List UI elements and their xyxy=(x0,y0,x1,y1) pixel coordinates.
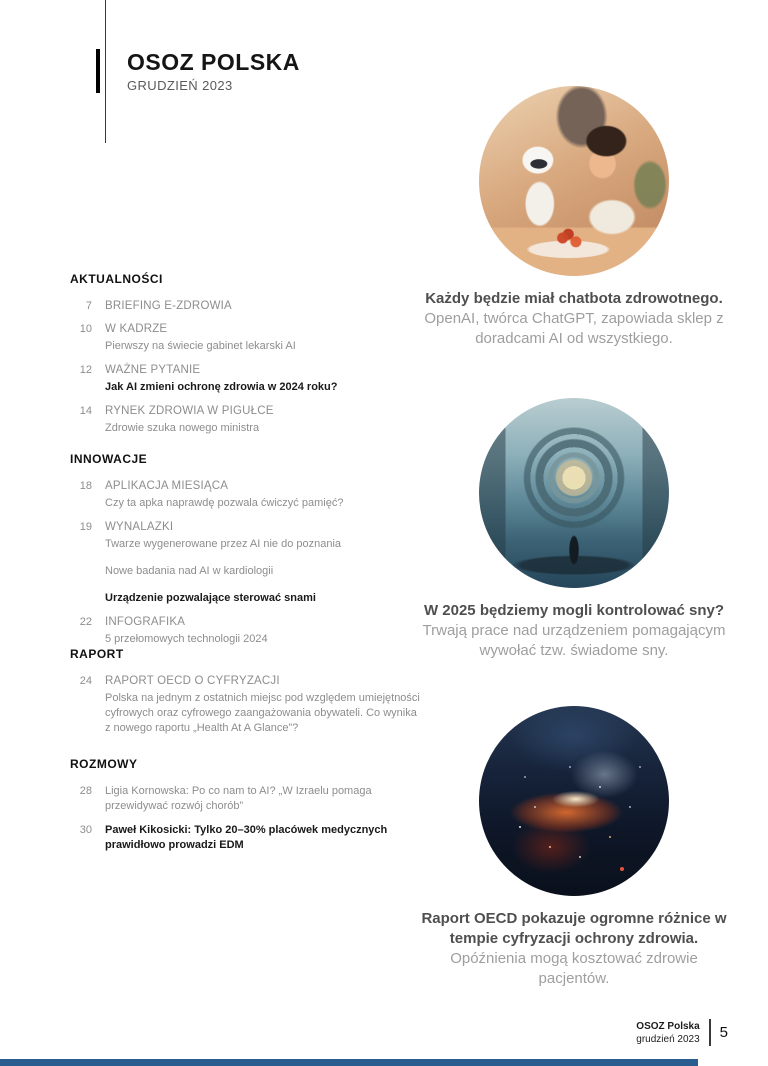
footer-issue xyxy=(636,1020,699,1046)
caption-body: Opóźnienia mogą kosztować zdrowie pacjentów. xyxy=(450,950,698,987)
toc-entry xyxy=(70,520,425,606)
toc-page-number: 28 xyxy=(79,785,92,797)
toc-entry-subtitle: Zdrowie szuka nowego ministra xyxy=(105,422,260,434)
feature-oecd xyxy=(418,706,730,989)
margin-tick xyxy=(96,49,100,93)
toc-entry-subtitle: Pierwszy na świecie gabinet lekarski AI xyxy=(105,340,296,352)
toc-entry-title: WYNALAZKI xyxy=(105,521,174,533)
toc-entry-title: APLIKACJA MIESIĄCA xyxy=(105,480,229,492)
toc-entry-subtitle-bold: Jak AI zmieni ochronę zdrowia w 2024 roku? xyxy=(105,381,338,393)
toc-entry-title: BRIEFING E-ZDROWIA xyxy=(105,300,232,312)
caption-body: OpenAI, twórca ChatGPT, zapowiada sklep z doradcami AI od wszystkiego. xyxy=(424,310,724,347)
footer-journal-name: OSOZ Polska xyxy=(636,1020,700,1032)
toc-section-aktualnosci xyxy=(70,272,425,445)
toc-page-number: 30 xyxy=(79,824,92,836)
feature-dreams xyxy=(418,398,730,661)
footer-divider xyxy=(709,1019,711,1046)
caption-lead: Raport OECD pokazuje ogromne różnice w tempie cyfryzacji ochrony zdrowia. xyxy=(421,910,727,947)
footer-page-number: 5 xyxy=(719,1024,728,1041)
toc-page-number: 22 xyxy=(79,616,92,628)
toc-page-number: 12 xyxy=(79,364,92,376)
margin-rule xyxy=(105,0,106,143)
feature-chatbot xyxy=(418,86,730,349)
toc-entry-title: RYNEK ZDROWIA W PIGUŁCE xyxy=(105,405,274,417)
toc-entry-text: Ligia Kornowska: Po co nam to AI? „W Izraelu pomaga przewidywać rozwój chorób” xyxy=(105,785,372,812)
magazine-title: OSOZ POLSKA xyxy=(127,49,300,75)
feature-image-robot-boy xyxy=(479,86,669,276)
page-footer xyxy=(636,1019,728,1046)
toc-entry xyxy=(70,404,425,436)
masthead xyxy=(127,49,300,93)
toc-section-raport xyxy=(70,647,425,745)
toc-section-innowacje xyxy=(70,452,425,656)
toc-entry-title: RAPORT OECD O CYFRYZACJI xyxy=(105,675,280,687)
toc-page-number: 18 xyxy=(79,480,92,492)
toc-page-number: 7 xyxy=(85,300,92,312)
toc-entry xyxy=(70,322,425,354)
toc-entry-title: INFOGRAFIKA xyxy=(105,616,186,628)
section-heading: ROZMOWY xyxy=(70,757,138,771)
feature-caption xyxy=(418,289,730,349)
toc-entry-title: W KADRZE xyxy=(105,323,168,335)
feature-caption xyxy=(418,909,730,989)
toc-section-rozmowy xyxy=(70,757,425,862)
toc-page-number: 14 xyxy=(79,405,92,417)
caption-lead: Każdy będzie miał chatbota zdrowotnego. xyxy=(425,290,723,307)
toc-entry xyxy=(70,363,425,395)
feature-caption xyxy=(418,601,730,661)
toc-entry xyxy=(70,674,425,736)
toc-entry xyxy=(70,615,425,647)
toc-entry-subtitle: Twarze wygenerowane przez AI nie do poznania xyxy=(105,538,342,550)
toc-entry xyxy=(70,784,425,814)
toc-entry-subtitle-bold: Urządzenie pozwalające sterować snami xyxy=(105,592,316,604)
toc-entry xyxy=(70,299,425,313)
section-heading: INNOWACJE xyxy=(70,452,148,466)
issue-date: GRUDZIEŃ 2023 xyxy=(127,78,233,93)
feature-image-oecd-data xyxy=(479,706,669,896)
toc-page-number: 19 xyxy=(79,521,92,533)
toc-entry-subtitle: Czy ta apka naprawdę pozwala ćwiczyć pamięć? xyxy=(105,497,344,509)
toc-entry-subtitle: Nowe badania nad AI w kardiologii xyxy=(105,565,274,577)
section-heading: RAPORT xyxy=(70,647,124,661)
toc-entry-title: WAŻNE PYTANIE xyxy=(105,364,201,376)
caption-lead: W 2025 będziemy mogli kontrolować sny? xyxy=(423,602,725,619)
toc-entry-subtitle: 5 przełomowych technologii 2024 xyxy=(105,633,268,645)
caption-body: Trwają prace nad urządzeniem pomagającym wywołać tzw. świadome sny. xyxy=(422,622,726,659)
toc-entry-subtitle: Polska na jednym z ostatnich miejsc pod względem umiejętności cyfrowych oraz cyfrowego zaangażowania obywateli. Co wynika z nowego raportu „Health At A Glance”? xyxy=(105,692,420,734)
toc-entry xyxy=(70,823,425,853)
toc-page-number: 10 xyxy=(79,323,92,335)
bottom-accent-bar xyxy=(0,1059,698,1066)
footer-issue-date: grudzień 2023 xyxy=(636,1033,700,1045)
feature-image-dream-portal xyxy=(479,398,669,588)
section-heading: AKTUALNOŚCI xyxy=(70,272,163,286)
toc-entry-text-bold: Paweł Kikosicki: Tylko 20–30% placówek medycznych prawidłowo prowadzi EDM xyxy=(105,824,388,851)
toc-page-number: 24 xyxy=(79,675,92,687)
toc-entry xyxy=(70,479,425,511)
